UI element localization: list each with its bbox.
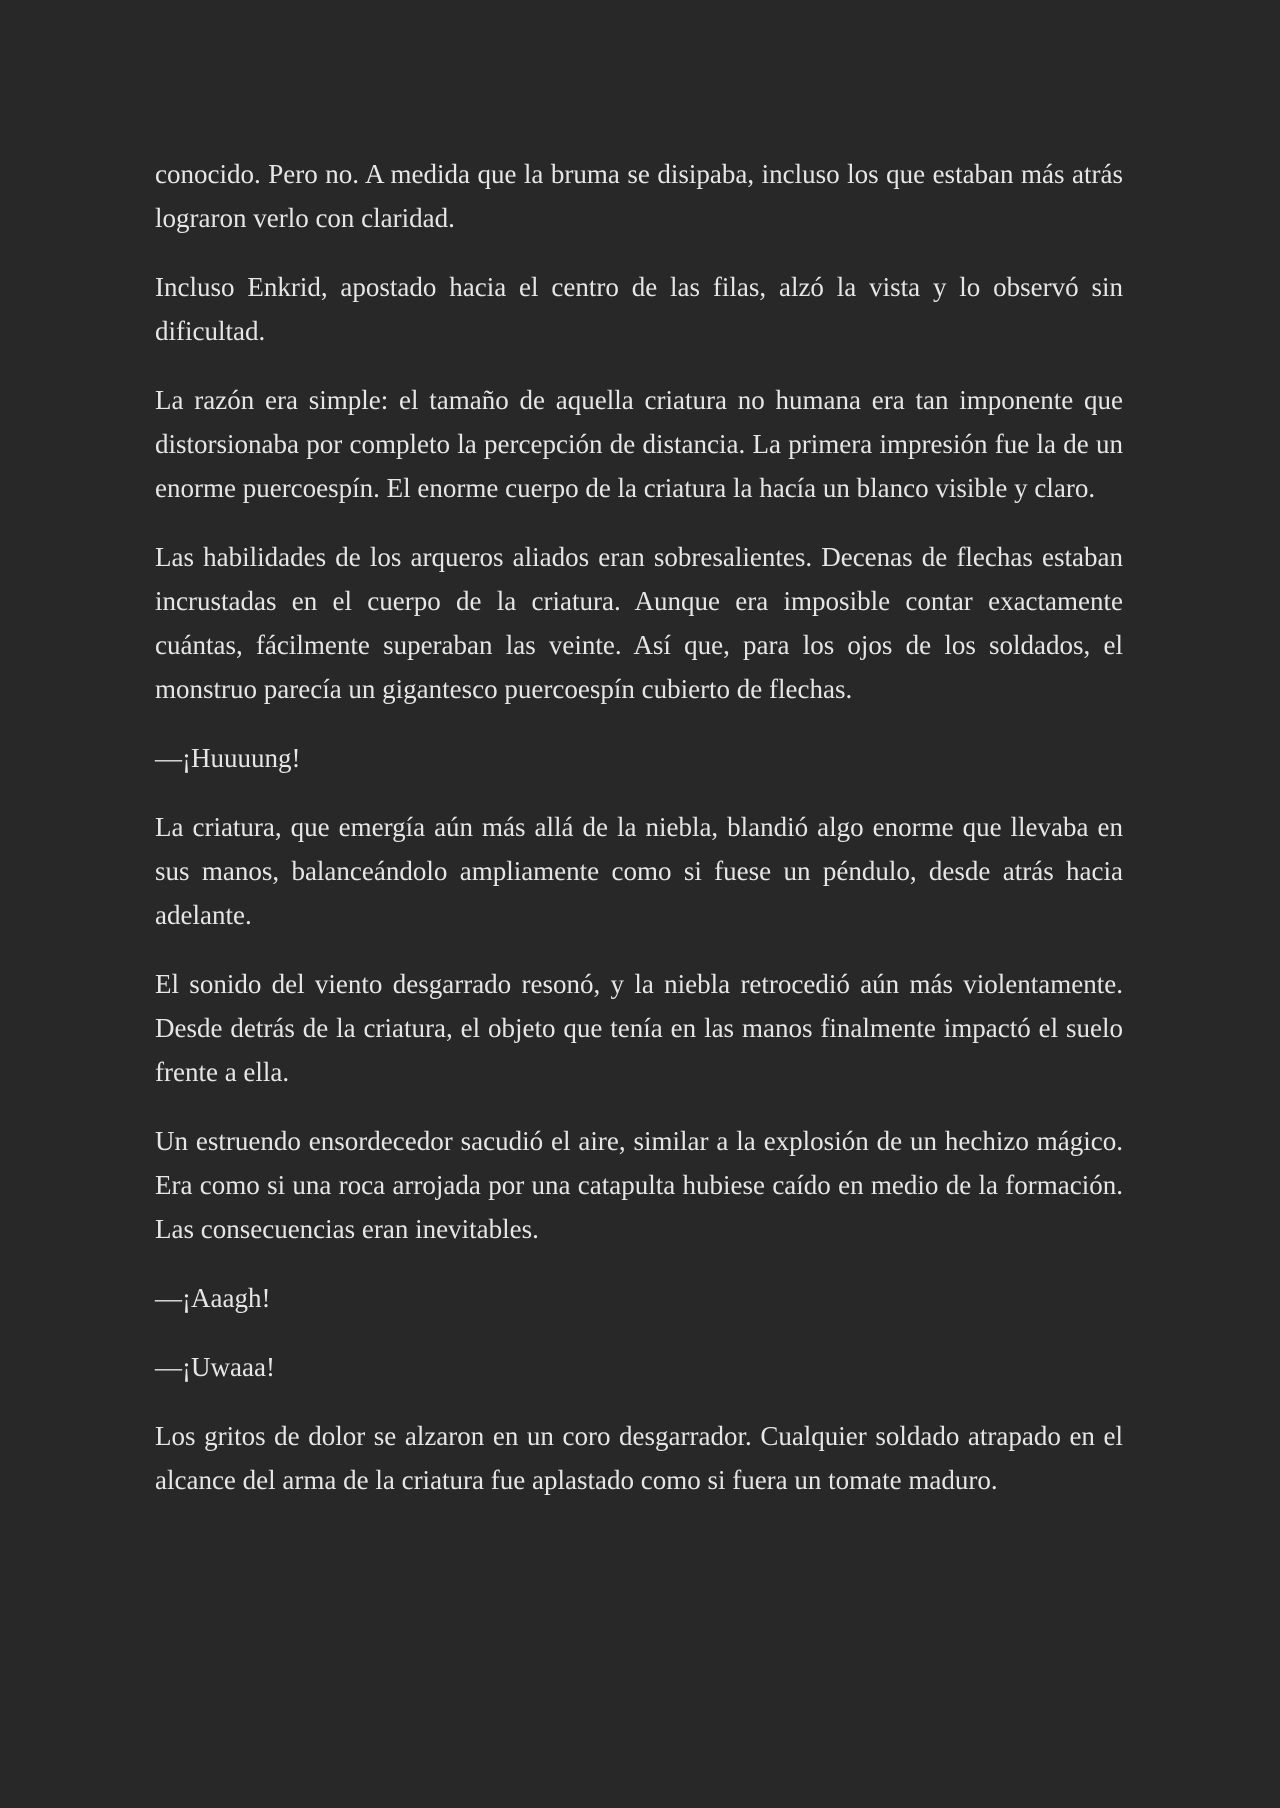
paragraph: La criatura, que emergía aún más allá de la niebla, blandió algo enorme que llevaba en sus manos, balanceándolo ampliamente como si fuese un péndulo, desde atrás hacia adelante. <box>155 812 1123 930</box>
dialogue-line: —¡Huuuung! <box>155 743 301 773</box>
paragraph: Un estruendo ensordecedor sacudió el aire, similar a la explosión de un hechizo mágico. Era como si una roca arrojada por una catapulta hubiese caído en medio de la formación. Las consecuencias eran inevitables. <box>155 1126 1123 1244</box>
text-column <box>155 152 1123 1502</box>
paragraph: Las habilidades de los arqueros aliados eran sobresalientes. Decenas de flechas estaban incrustadas en el cuerpo de la criatura. Aunque era imposible contar exactamente cuántas, fácilmente superaban las veinte. Así que, para los ojos de los soldados, el monstruo parecía un gigantesco puercoespín cubierto de flechas. <box>155 542 1123 704</box>
dialogue-line: —¡Uwaaa! <box>155 1352 275 1382</box>
paragraph: conocido. Pero no. A medida que la bruma se disipaba, incluso los que estaban más atrás lograron verlo con claridad. <box>155 159 1123 233</box>
paragraph: Incluso Enkrid, apostado hacia el centro de las filas, alzó la vista y lo observó sin dificultad. <box>155 272 1123 346</box>
paragraph: Los gritos de dolor se alzaron en un coro desgarrador. Cualquier soldado atrapado en el alcance del arma de la criatura fue aplastado como si fuera un tomate maduro. <box>155 1421 1123 1495</box>
paragraph: El sonido del viento desgarrado resonó, y la niebla retrocedió aún más violentamente. Desde detrás de la criatura, el objeto que tenía en las manos finalmente impactó el suelo frente a ella. <box>155 969 1123 1087</box>
dialogue-line: —¡Aaagh! <box>155 1283 271 1313</box>
paragraph: La razón era simple: el tamaño de aquella criatura no humana era tan imponente que distorsionaba por completo la percepción de distancia. La primera impresión fue la de un enorme puercoespín. El enorme cuerpo de la criatura la hacía un blanco visible y claro. <box>155 385 1123 503</box>
